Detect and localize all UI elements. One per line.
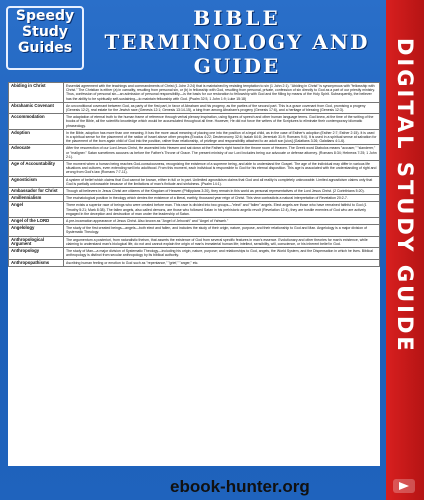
glossary-term: Accommodation — [9, 114, 64, 130]
glossary-term: Ambassador for Christ — [9, 188, 64, 195]
glossary-row — [9, 188, 380, 195]
glossary-definition: There exists a superior race of beings who were created before man. This race is divided into two groups—"elect" and "fallen" angels. Elect angels are those who have remained faithful to God (1 Timothy 5:21; Mark 8:38). The fallen angels, also called demons, are those who followed Satan in his prehistoric angelic revolt (Revelation 12:4), they are hostile enemies of God who are actively engaged in the deception and destruction of man under the leadership of Satan. — [64, 202, 380, 218]
logo-line: Guides — [17, 40, 73, 56]
spine-title — [389, 38, 421, 478]
glossary-term: Age of Accountability — [9, 161, 64, 177]
glossary-term: Anthropology — [9, 248, 64, 259]
glossary-row — [9, 218, 380, 225]
glossary-term: Amillennialism — [9, 195, 64, 202]
book-title — [92, 6, 382, 78]
glossary-definition: The study of Man—a major division of Systematic Theology—including his origin, nature, purpose; and relationships to God, angels, the World System, and the Dispensation in which he lives. Biblical anthropology is distinct from secular anthropology by its biblical authority. — [64, 248, 380, 259]
logo-line: Speedy — [15, 8, 75, 24]
glossary-term: Advocate — [9, 145, 64, 161]
speedy-study-guides-logo — [6, 6, 84, 70]
glossary-term: Angel — [9, 202, 64, 218]
glossary-term: Anthropological Argument — [9, 236, 64, 247]
glossary-row — [9, 129, 380, 145]
glossary-row — [9, 145, 380, 161]
title-line-1: BIBLE — [193, 6, 281, 30]
glossary-row — [9, 236, 380, 247]
glossary-definition: After the resurrection of our Lord Jesus Christ, He ascended into Heaven and sat down at the Father's right hand in the throne room of Heaven. The Greek word Diabolos means "accuser," "slanderer," or "maligner." Satan sometimes accuses us before the Father's Throne of Grace. The present ministry of our Lord includes being our advocate or defense attorney. (Romans 8:34; Hebrews 7:25; 1 John 2:1). — [64, 145, 380, 161]
watermark: ebook-hunter.org — [170, 477, 310, 496]
glossary-row — [9, 83, 380, 103]
glossary-definition: The eschatological position in theology which denies the existence of a literal, earthly, thousand year reign of Christ. This view contradicts a natural interpretation of Revelation 20:2-7. — [64, 195, 380, 202]
glossary-row — [9, 161, 380, 177]
title-line-2: TERMINOLOGY AND GUIDE — [104, 30, 370, 78]
glossary-row — [9, 176, 380, 187]
glossary-definition: The argumentum a posteriori, from naturalistic theism, that asserts the existence of God from several specific features in man's essence. Evolutionary and other theories for man's existence, while claiming to understand man's biological life, do not and cannot explain the origin of man's immaterial human life; intellect, sensibility, will, conscience, or his inherent belief in God. — [64, 236, 380, 247]
logo-line: Study — [22, 24, 68, 40]
glossary-term: Angelology — [9, 225, 64, 236]
glossary-definition: Ascribing human feeling or emotion to God such as "repentance," "grief," "anger," etc. — [64, 259, 380, 266]
glossary-term: Abrahamic Covenant — [9, 102, 64, 113]
glossary-definition: In the Bible, adoption has more than one meaning. It has the more usual meaning of placing one into the position of a legal child, as in the case of Esther's adoption (Esther 2:7; Esther 2:15). It is used in a spiritual sense for the placement of the nation of Israel above other peoples (Exodus 4:22; Deuteronomy 32:6; Isaiah 64:8; Jeremiah 31:9; Romans 9:4). It is used in a spiritual sense at salvation for the placement of the born again child of God into the position, rather than relationship, of privilege and responsibility attached to an adult son [uios] (Galatians 3:26; Galatians 4:1-6). — [64, 129, 380, 145]
glossary-definition: The moment when a human being reaches God-consciousness, recognizing the existence of a supreme being, and able to understand the Gospel. The age of the individual may differ in various life situations and cultures, even extending well into adulthood. From this moment, each individual is responsible to God for his eternal disposition. This age is associated with the understanding of right and wrong from God's law (Romans 7:7-11). — [64, 161, 380, 177]
glossary-term: Anthropopathisms — [9, 259, 64, 266]
spine-title-text: DIGITAL STUDY GUIDE — [393, 38, 417, 354]
glossary-definition: Though all believers in Jesus Christ are citizens of the Kingdom of Heaven (Philippians 3:20), they remain in this world as personal representatives of the Lord Jesus Christ. (2 Corinthians 5:20). — [64, 188, 380, 195]
glossary-row — [9, 248, 380, 259]
glossary-definition: The study of the first created beings—angels—both elect and fallen, and includes the study of their origin, nature, purpose, and their relationship to God and Man. Angelology is a major division of Systematic Theology. — [64, 225, 380, 236]
glossary-sheet — [8, 82, 380, 466]
glossary-definition: A pre-incarnation appearance of Jesus Christ. Also known as "Angel of Jehovah" and "Angel of Yahweh." — [64, 218, 380, 225]
glossary-row — [9, 225, 380, 236]
glossary-term: Abiding in Christ — [9, 83, 64, 103]
glossary-table — [8, 82, 380, 267]
glossary-definition: The adaptation of eternal truth to the human frame of reference through verbal plenary inspiration, using figures of speech and other human language terms. God knew, at the time of the writing of the books of the Bible, all the scientific knowledge which would be accumulated throughout all time. However, He did not force the writers of the Scriptures to eliminate their contemporary idiomatic phraseology. — [64, 114, 380, 130]
glossary-definition: A system of belief which claims that God cannot be known, either in full or in part. Unlimited agnosticism claims that God and all reality is completely unknowable. Limited agnosticism claims only that God is partially unknowable because of the limitations of man's finitude and sinfulness. (Psalm 14:1). — [64, 176, 380, 187]
glossary-term: Angel of the LORD — [9, 218, 64, 225]
glossary-row — [9, 114, 380, 130]
glossary-row — [9, 202, 380, 218]
glossary-row — [9, 259, 380, 266]
publisher-logo-icon — [392, 478, 416, 494]
glossary-definition: An unconditional covenant between God, as party of the first part, in favor of Abraham and his progeny, as the parties of the second part. This is a grace covenant from God, promising a progeny (Genesis 12:2), real estate for the Jewish race (Genesis 12:1; Genesis 13:14-15), a king from among Abraham's progeny (Genesis 17:6), and a heritage of blessing (Genesis 12:3). — [64, 102, 380, 113]
glossary-row — [9, 102, 380, 113]
glossary-definition: Essential agreement with the teachings and commandments of Christ (1 John 2:24) that is maintained by resisting temptation to sin (1 John 2:1). "Abiding in Christ" is synonymous with "fellowship with Christ." The Christian is either (a) in carnality, resulting from personal sin, or (b) in fellowship with God, resulting from personal, private, confession of sin directly to God as a part of our priestly ministry. Thus, confession of personal sin—an admission of personal responsibility—is the basis for our restoration to fellowship with God and the filling by means of the Holy Spirit. Subsequently, the believer has the ability to be spiritually self-sustaining—to maintain fellowship with God. (Psalm 32:5, 1 John 1:9; Luke 15:18) — [64, 83, 380, 103]
glossary-term: Agnosticism — [9, 176, 64, 187]
glossary-term: Adoption — [9, 129, 64, 145]
glossary-row — [9, 195, 380, 202]
